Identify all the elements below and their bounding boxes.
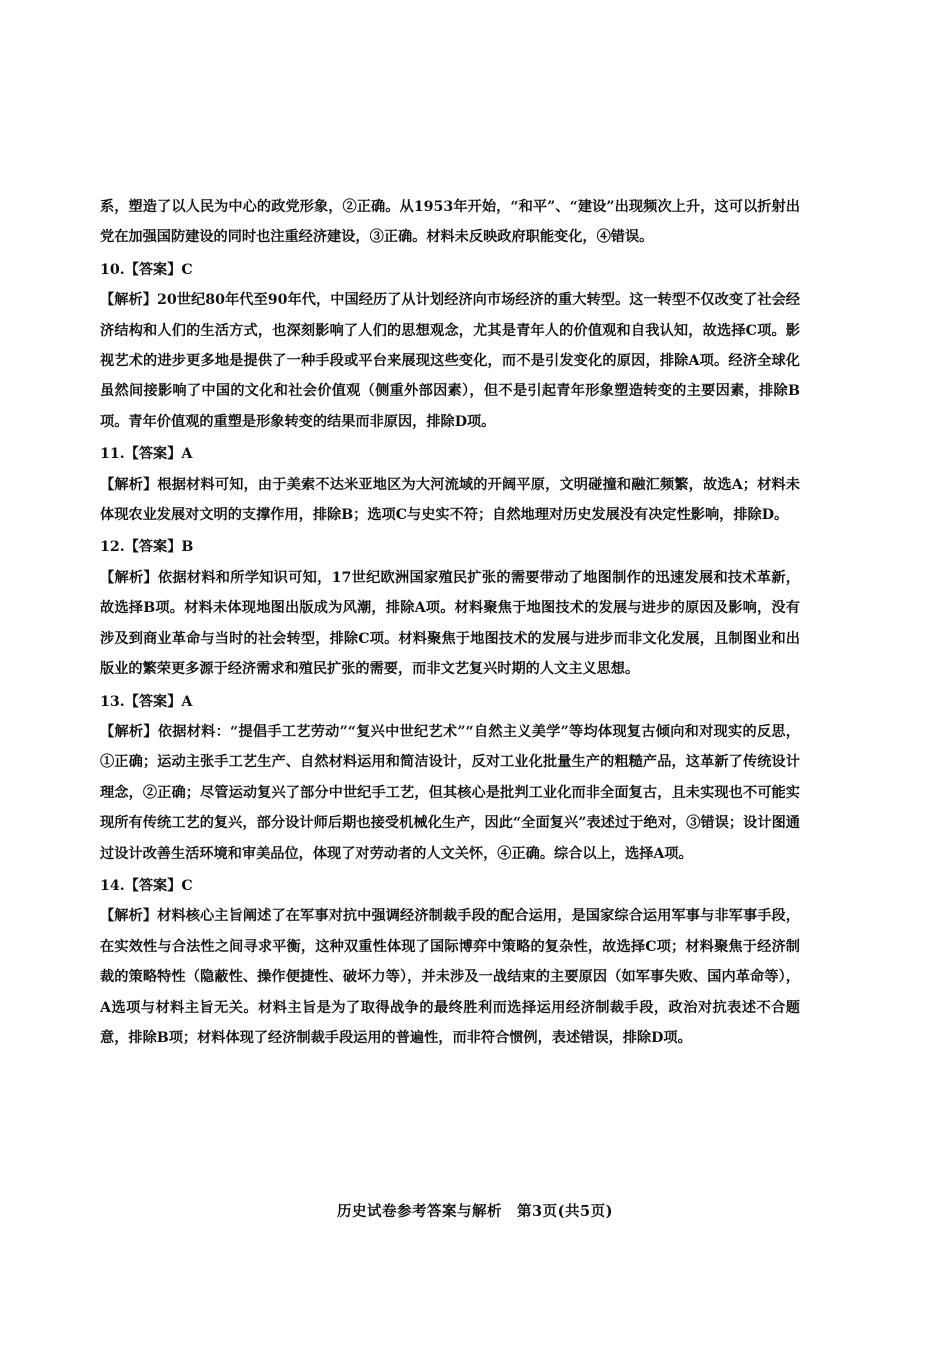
answer-11: 11.【答案】A xyxy=(100,446,193,463)
answer-14: 14.【答案】C xyxy=(100,877,193,894)
answer-content xyxy=(100,192,800,1053)
answer-13: 13.【答案】A xyxy=(100,693,193,710)
analysis-11: 【解析】根据材料可知，由于美索不达米亚地区为大河流域的开阔平原，文明碰撞和融汇频繁，故选A；材料未体现农业发展对文明的支撑作用，排除B；选项C与史实不符；自然地理对历史发展没有决定性影响，排除D。 xyxy=(100,476,800,524)
analysis-12: 【解析】依据材料和所学知识可知，17世纪欧洲国家殖民扩张的需要带动了地图制作的迅速发展和技术革新，故选择B项。材料未体现地图出版成为风潮，排除A项。材料聚焦于地图技术的发展与进步的原因及影响，没有涉及到商业革命与当时的社会转型，排除C项。材料聚焦于地图技术的发展与进步而非文化发展，且制图业和出版业的繁荣更多源于经济需求和殖民扩张的需要，而非文艺复兴时期的人文主义思想。 xyxy=(100,569,800,678)
page-footer: 历史试卷参考答案与解析 第3页(共5页) xyxy=(337,1203,613,1220)
intro-paragraph: 系，塑造了以人民为中心的政党形象，②正确。从1953年开始，“和平”、“建设”出现频次上升，这可以折射出党在加强国防建设的同时也注重经济建设，③正确。材料未反映政府职能变化，④错误。 xyxy=(100,199,800,246)
analysis-13: 【解析】依据材料：“提倡手工艺劳动”“复兴中世纪艺术”“自然主义美学”等均体现复古倾向和对现实的反思，①正确；运动主张手工艺生产、自然材料运用和简洁设计，反对工业化批量生产的粗糙产品，这革新了传统设计理念，②正确；尽管运动复兴了部分中世纪手工艺，但其核心是批判工业化而非全面复古，且未实现也不可能实现所有传统工艺的复兴，部分设计师后期也接受机械化生产，因此“全面复兴”表述过于绝对，③错误；设计图通过设计改善生活环境和审美品位，体现了对劳动者的人文关怀，④正确。综合以上，选择A项。 xyxy=(100,723,800,862)
analysis-14: 【解析】材料核心主旨阐述了在军事对抗中强调经济制裁手段的配合运用，是国家综合运用军事与非军事手段，在实效性与合法性之间寻求平衡，这种双重性体现了国际博弈中策略的复杂性，故选择C项；材料聚焦于经济制裁的策略特性（隐蔽性、操作便捷性、破坏力等），并未涉及一战结束的主要原因（如军事失败、国内革命等），A选项与材料主旨无关。材料主旨是为了取得战争的最终胜利而选择运用经济制裁手段，政治对抗表述不合题意，排除B项；材料体现了经济制裁手段运用的普遍性，而非符合惯例，表述错误，排除D项。 xyxy=(100,908,800,1046)
answer-12: 12.【答案】B xyxy=(100,539,194,556)
analysis-10: 【解析】20世纪80年代至90年代，中国经历了从计划经济向市场经济的重大转型。这一转型不仅改变了社会经济结构和人们的生活方式，也深刻影响了人们的思想观念，尤其是青年人的价值观和自我认知，故选择C项。影视艺术的进步更多地是提供了一种手段或平台来展现这些变化，而不是引发变化的原因，排除A项。经济全球化虽然间接影响了中国的文化和社会价值观（侧重外部因素），但不是引起青年形象塑造转变的主要因素，排除B项。青年价值观的重塑是形象转变的结果而非原因，排除D项。 xyxy=(100,292,800,430)
answer-10: 10.【答案】C xyxy=(100,261,193,278)
